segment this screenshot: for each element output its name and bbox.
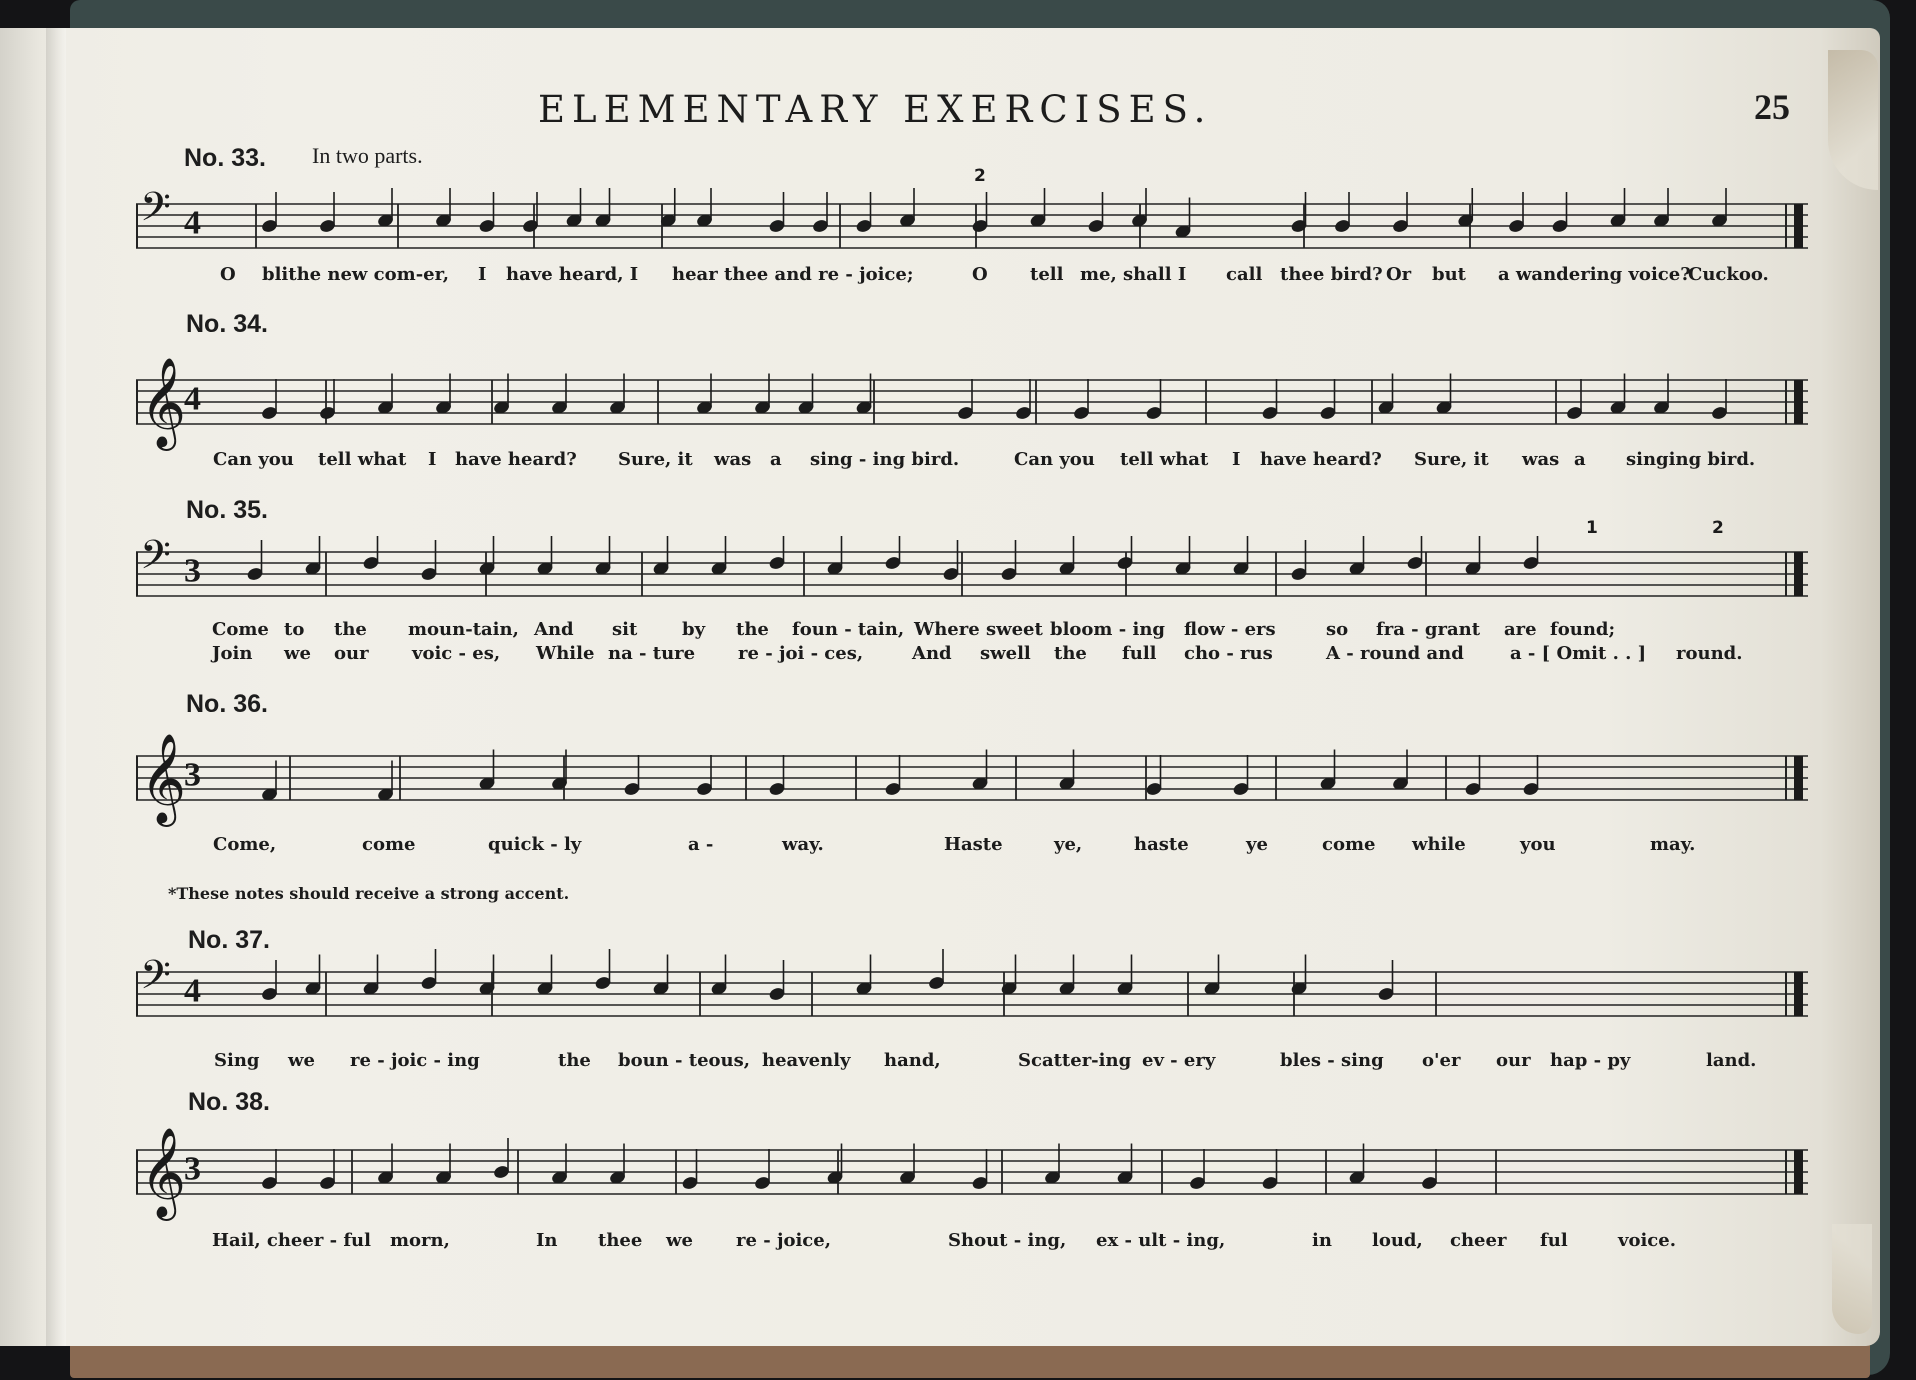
lyric-syllable: o'er [1422,1050,1461,1071]
page-gutter [46,28,66,1346]
footnote: *These notes should receive a strong accent. [168,884,570,903]
lyric-syllable: Or [1386,264,1412,285]
time-signature: 3 [184,756,201,794]
lyric-syllable: O [972,264,988,285]
lyric-syllable: tell [1030,264,1064,285]
lyrics-line [0,264,1916,290]
lyrics-line [0,1230,1916,1256]
lyric-syllable: Sure, it [1414,449,1489,470]
lyric-syllable: ye, [1054,834,1083,855]
lyric-syllable: a wandering voice? [1498,264,1691,285]
exercise-number: No. 37. [188,926,270,954]
lyric-syllable: blithe new com-er, [262,264,450,285]
music-staff [136,1120,1808,1230]
ending-mark: 2 [974,166,986,186]
lyric-syllable: I [1232,449,1241,470]
lyric-syllable: flow - ers [1184,619,1276,640]
lyric-syllable: cheer [1450,1230,1507,1251]
music-staff [136,188,1808,268]
lyric-syllable: loud, [1372,1230,1423,1251]
lyric-syllable: Come, [213,834,277,855]
lyrics-line [0,1050,1916,1076]
lyric-syllable: quick - ly [488,834,582,855]
lyric-syllable: ful [1540,1230,1568,1251]
lyric-syllable: in [1312,1230,1332,1251]
music-staff [136,726,1808,836]
lyric-syllable: thee bird? [1280,264,1383,285]
lyric-syllable: may. [1650,834,1696,855]
lyric-syllable: the [558,1050,591,1071]
lyric-syllable: re - joi - ces, [738,643,864,664]
music-staff [136,946,1808,1046]
lyric-syllable: voic - es, [412,643,501,664]
lyric-syllable: foun - tain, [792,619,905,640]
lyric-syllable: bloom - ing [1050,619,1165,640]
bass-clef-icon: 𝄢 [140,952,171,1009]
lyric-syllable: we [288,1050,315,1071]
lyric-syllable: the [334,619,367,640]
bass-clef-icon: 𝄢 [140,536,171,589]
lyric-syllable: a [1574,449,1586,470]
lyric-syllable: And [912,643,952,664]
lyric-syllable: tell what [1120,449,1209,470]
lyric-syllable: our [334,643,369,664]
lyric-syllable: Can you [213,449,294,470]
lyric-syllable: ev - ery [1142,1050,1216,1071]
lyric-syllable: cho - rus [1184,643,1273,664]
lyric-syllable: In [536,1230,558,1251]
lyric-syllable: have heard, I [506,264,639,285]
second-ending-mark: 2 [1712,518,1724,538]
lyric-syllable: Haste [944,834,1003,855]
lyric-syllable: morn, [390,1230,450,1251]
lyric-syllable: I [428,449,437,470]
lyric-syllable: have heard? [1260,449,1382,470]
lyric-syllable: I [478,264,487,285]
final-barline-thick [1794,972,1803,1016]
lyric-syllable: me, shall I [1080,264,1187,285]
lyric-syllable: na - ture [608,643,696,664]
time-signature: 3 [184,552,201,590]
exercise-number: No. 33. [184,144,266,172]
music-staff [136,536,1808,616]
treble-clef-icon: 𝄞 [140,357,187,448]
treble-clef-icon: 𝄞 [140,733,187,824]
lyric-syllable: singing bird. [1626,449,1756,470]
lyric-syllable: round. [1676,643,1743,664]
lyric-syllable: ex - ult - ing, [1096,1230,1226,1251]
lyric-syllable: heavenly [762,1050,851,1071]
lyric-syllable: but [1432,264,1466,285]
lyric-syllable: way. [782,834,824,855]
lyric-syllable: call [1226,264,1263,285]
time-signature: 3 [184,1150,201,1188]
lyric-syllable: the [736,619,769,640]
lyric-syllable: Where sweet [914,619,1043,640]
final-barline-thick [1794,1150,1803,1194]
lyrics-line [0,449,1916,475]
time-signature: 4 [184,204,201,242]
lyric-syllable: land. [1706,1050,1757,1071]
lyric-syllable: While [536,643,595,664]
lyric-syllable: re - joic - ing [350,1050,480,1071]
lyric-syllable: hear thee and re - joice; [672,264,914,285]
exercise-number: No. 34. [186,310,268,338]
lyrics-line [0,834,1916,860]
lyric-syllable: Cuckoo. [1688,264,1769,285]
lyric-syllable: Scatter-ing [1018,1050,1132,1071]
lyric-syllable: Come [212,619,269,640]
first-ending-mark: 1 [1586,518,1598,538]
lyric-syllable: hap - py [1550,1050,1631,1071]
lyric-syllable: fra - grant [1376,619,1481,640]
lyric-syllable: Shout - ing, [948,1230,1067,1251]
lyric-syllable: Hail, cheer - ful [212,1230,371,1251]
lyric-syllable: Join [212,643,253,664]
time-signature: 4 [184,972,201,1010]
lyrics-line [0,619,1916,645]
lyric-syllable: swell [980,643,1031,664]
lyric-syllable: have heard? [455,449,577,470]
lyric-syllable: sit [612,619,638,640]
lyric-syllable: O [220,264,236,285]
lyric-syllable: sing - ing bird. [810,449,960,470]
lyric-syllable: while [1412,834,1466,855]
lyric-syllable: come [362,834,416,855]
bass-clef-icon: 𝄢 [140,188,171,241]
final-barline-thick [1794,204,1803,248]
lyric-syllable: was [714,449,752,470]
lyric-syllable: ye [1246,834,1268,855]
lyric-syllable: moun-tain, [408,619,519,640]
final-barline-thick [1794,756,1803,800]
treble-clef-icon: 𝄞 [140,1127,187,1218]
lyric-syllable: we [666,1230,693,1251]
lyric-syllable: found; [1550,619,1616,640]
lyric-syllable: Can you [1014,449,1095,470]
lyric-syllable: thee [598,1230,643,1251]
lyric-syllable: come [1322,834,1376,855]
page-heading: ELEMENTARY EXERCISES. [538,88,1213,131]
lyric-syllable: you [1520,834,1556,855]
lyric-syllable: Sing [214,1050,260,1071]
lyric-syllable: our [1496,1050,1531,1071]
lyric-syllable: And [534,619,574,640]
time-signature: 4 [184,380,201,418]
lyric-syllable: are [1504,619,1537,640]
lyric-syllable: tell what [318,449,407,470]
lyric-syllable: we [284,643,311,664]
lyric-syllable: Sure, it [618,449,693,470]
exercise-number: No. 38. [188,1088,270,1116]
lyric-syllable: the [1054,643,1087,664]
exercise-number: No. 36. [186,690,268,718]
lyric-syllable: bles - sing [1280,1050,1384,1071]
lyric-syllable: by [682,619,706,640]
lyric-syllable: haste [1134,834,1189,855]
lyric-syllable: boun - teous, [618,1050,751,1071]
lyric-syllable: A - round and [1326,643,1464,664]
final-barline-thick [1794,380,1803,424]
page-number: 25 [1754,87,1790,127]
final-barline-thick [1794,552,1803,596]
lyric-syllable: a - [ Omit . . ] [1510,643,1647,664]
lyric-syllable: so [1326,619,1349,640]
exercise-subtitle: In two parts. [312,143,423,168]
lyric-syllable: voice. [1618,1230,1676,1251]
lyric-syllable: was [1522,449,1560,470]
lyric-syllable: to [284,619,305,640]
lyric-syllable: hand, [884,1050,941,1071]
music-staff [136,350,1808,460]
lyric-syllable: full [1122,643,1157,664]
lyric-syllable: a - [688,834,714,855]
lyric-syllable: re - joice, [736,1230,831,1251]
lyric-syllable: a [770,449,782,470]
lyrics-line-verse-2 [0,643,1916,669]
exercise-number: No. 35. [186,496,268,524]
